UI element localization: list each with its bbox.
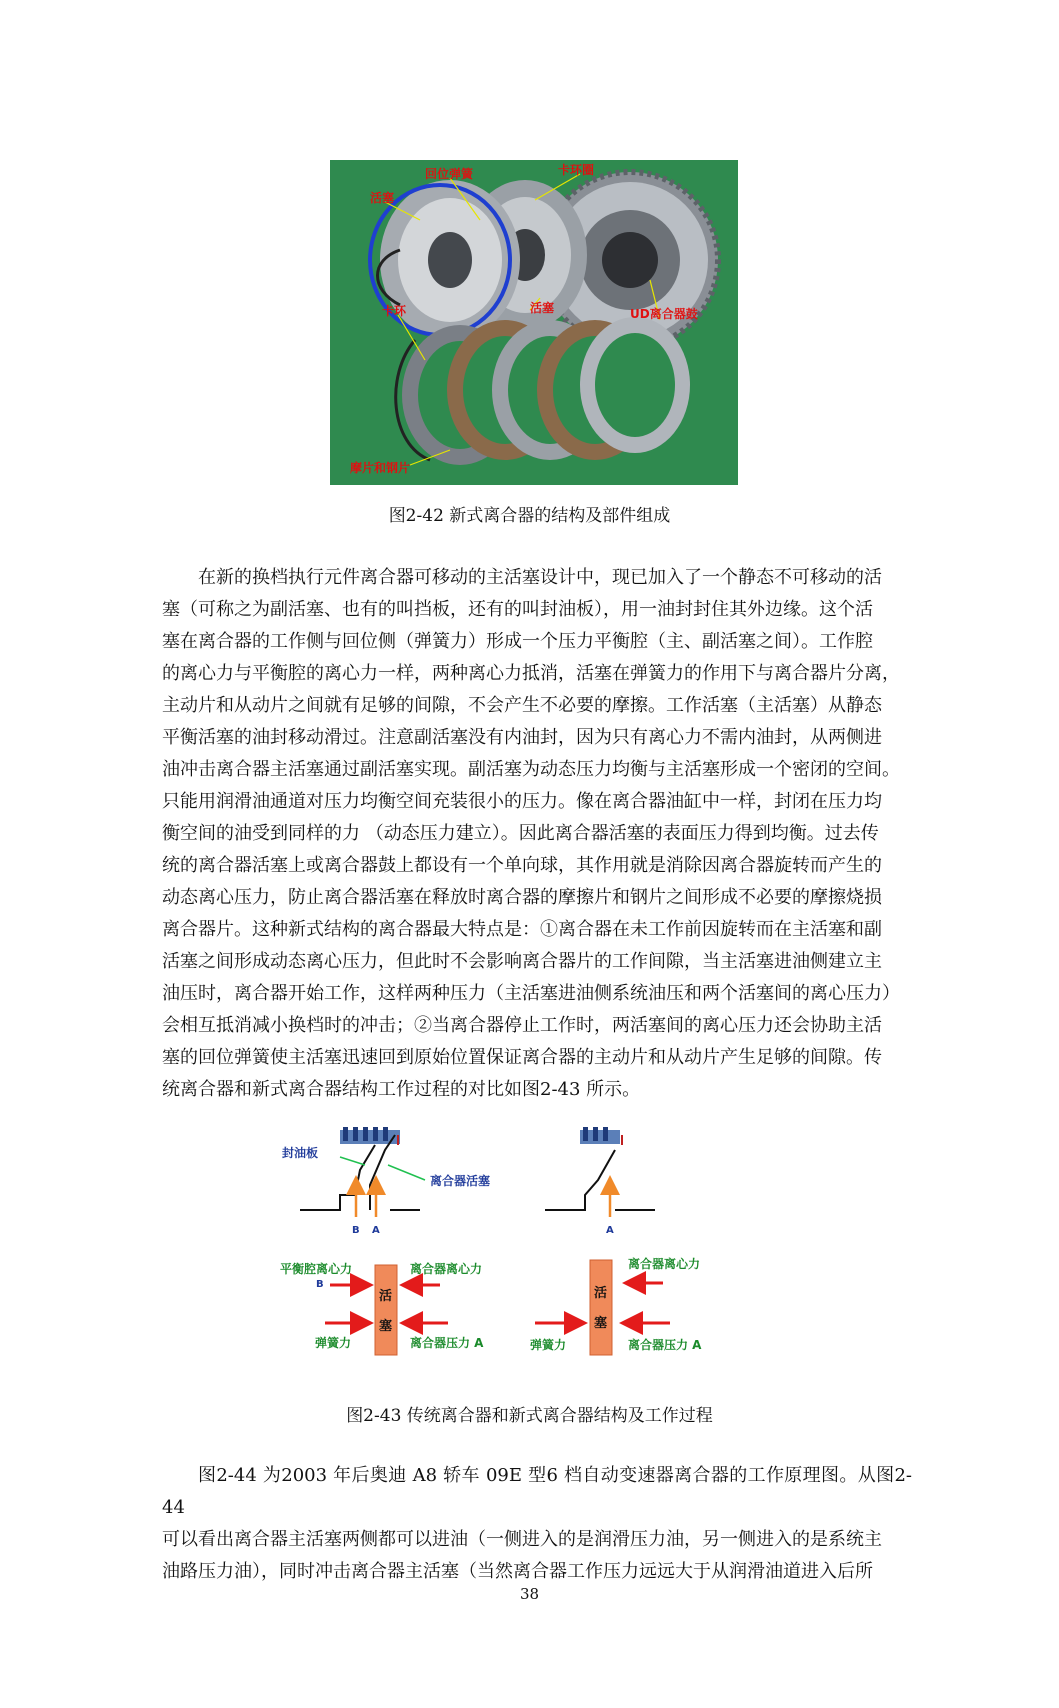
- para2-line: 可以看出离合器主活塞两侧都可以进油（一侧进入的是润滑压力油，另一侧进入的是系统主: [162, 1529, 882, 1550]
- paragraph-1: [162, 562, 912, 1106]
- label-friction-steel: 摩片和钢片: [350, 461, 411, 475]
- label-a: A: [372, 1225, 380, 1236]
- label-ud-clutch-drum: UD离合器鼓: [630, 307, 698, 321]
- para1-line: 动态离心压力，防止离合器活塞在释放时离合器的摩擦片和钢片之间形成不必要的摩擦烧损: [162, 887, 882, 908]
- label-snap-ring-left: 卡环: [382, 304, 407, 318]
- para1-line: 主动片和从动片之间就有足够的间隙，不会产生不必要的摩擦。工作活塞（主活塞）从静态: [162, 695, 882, 716]
- para1-line: 活塞之间形成动态离心压力，但此时不会影响离合器片的工作间隙，当主活塞进油侧建立主: [162, 951, 882, 972]
- para1-line: 在新的换档执行元件离合器可移动的主活塞设计中，现已加入了一个静态不可移动的活: [198, 567, 882, 588]
- paragraph-2: [162, 1460, 912, 1588]
- para1-line: 塞（可称之为副活塞、也有的叫挡板，还有的叫封油板），用一油封封住其外边缘。这个活: [162, 599, 873, 620]
- clutch-parts-photo: [330, 160, 738, 485]
- label-clutch-pressure-right: 离合器压力 A: [628, 1338, 702, 1352]
- label-clutch-centrifugal-right: 离合器离心力: [628, 1257, 701, 1271]
- new-clutch-structure: [282, 1127, 490, 1236]
- label-piston-bottom: 活塞: [530, 301, 555, 315]
- piston-char-1: 活: [379, 1289, 393, 1304]
- page-number: 38: [519, 1585, 540, 1603]
- para1-line: 塞在离合器的工作侧与回位侧（弹簧力）形成一个压力平衡腔（主、副活塞之间）。工作腔: [162, 631, 873, 652]
- para1-line: 的离心力与平衡腔的离心力一样，两种离心力抵消，活塞在弹簧力的作用下与离合器片分离，: [162, 663, 900, 684]
- para2-line: 图2-44 为2003 年后奥迪 A8 轿车 09E 型6 档自动变速器离合器的工作原理图。从图2-44: [162, 1465, 912, 1518]
- label-balance-centrifugal: 平衡腔离心力: [280, 1262, 353, 1276]
- para1-line: 离合器片。这种新式结构的离合器最大特点是：①离合器在未工作前因旋转而在主活塞和副: [162, 919, 882, 940]
- para1-line: 衡空间的油受到同样的力 （动态压力建立）。因此离合器活塞的表面压力得到均衡。过去传: [162, 823, 879, 844]
- label-piston-left: 活塞: [370, 191, 395, 205]
- piston-char-2: 塞: [594, 1316, 608, 1331]
- label-b: B: [352, 1225, 360, 1236]
- label-return-spring: 回位弹簧: [425, 167, 474, 181]
- para1-line: 平衡活塞的油封移动滑过。注意副活塞没有内油封，因为只有离心力不需内油封，从两侧进: [162, 727, 882, 748]
- piston-char-2: 塞: [379, 1319, 393, 1334]
- traditional-clutch-structure: [545, 1127, 655, 1236]
- para1-line: 油压时，离合器开始工作，这样两种压力（主活塞进油侧系统油压和两个活塞间的离心压力）: [162, 983, 900, 1004]
- figure-42-caption: 图2-42 新式离合器的结构及部件组成: [388, 506, 671, 526]
- para1-line: 会相互抵消减小换档时的冲击；②当离合器停止工作时，两活塞间的离心压力还会协助主活: [162, 1015, 882, 1036]
- label-seal-plate: 封油板: [282, 1146, 319, 1160]
- label-clutch-centrifugal-left: 离合器离心力: [410, 1262, 483, 1276]
- label-balance-b: B: [316, 1279, 324, 1290]
- label-clutch-piston: 离合器活塞: [430, 1174, 491, 1188]
- label-spring-force-right: 弹簧力: [530, 1338, 567, 1352]
- para1-line: 统离合器和新式离合器结构工作过程的对比如图2-43 所示。: [162, 1079, 641, 1100]
- para1-line: 统的离合器活塞上或离合器鼓上都设有一个单向球，其作用就是消除因离合器旋转而产生的: [162, 855, 882, 876]
- para1-line: 油冲击离合器主活塞通过副活塞实现。副活塞为动态压力均衡与主活塞形成一个密闭的空间。: [162, 759, 900, 780]
- label-clutch-pressure-left: 离合器压力 A: [410, 1336, 484, 1350]
- new-clutch-forces: [280, 1261, 484, 1355]
- para1-line: 只能用润滑油通道对压力均衡空间充装很小的压力。像在离合器油缸中一样，封闭在压力均: [162, 791, 882, 812]
- label-snap-ring-top: 卡环圈: [558, 163, 595, 177]
- traditional-clutch-forces: [530, 1256, 702, 1355]
- piston-char-1: 活: [594, 1286, 608, 1301]
- para2-line: 油路压力油），同时冲击离合器主活塞（当然离合器工作压力远远大于从润滑油道进入后所: [162, 1561, 873, 1582]
- clutch-comparison-diagram: [280, 1125, 790, 1375]
- label-a-right: A: [606, 1225, 614, 1236]
- label-spring-force-left: 弹簧力: [315, 1336, 352, 1350]
- para1-line: 塞的回位弹簧使主活塞迅速回到原始位置保证离合器的主动片和从动片产生足够的间隙。传: [162, 1047, 882, 1068]
- figure-43-caption: 图2-43 传统离合器和新式离合器结构及工作过程: [346, 1406, 713, 1426]
